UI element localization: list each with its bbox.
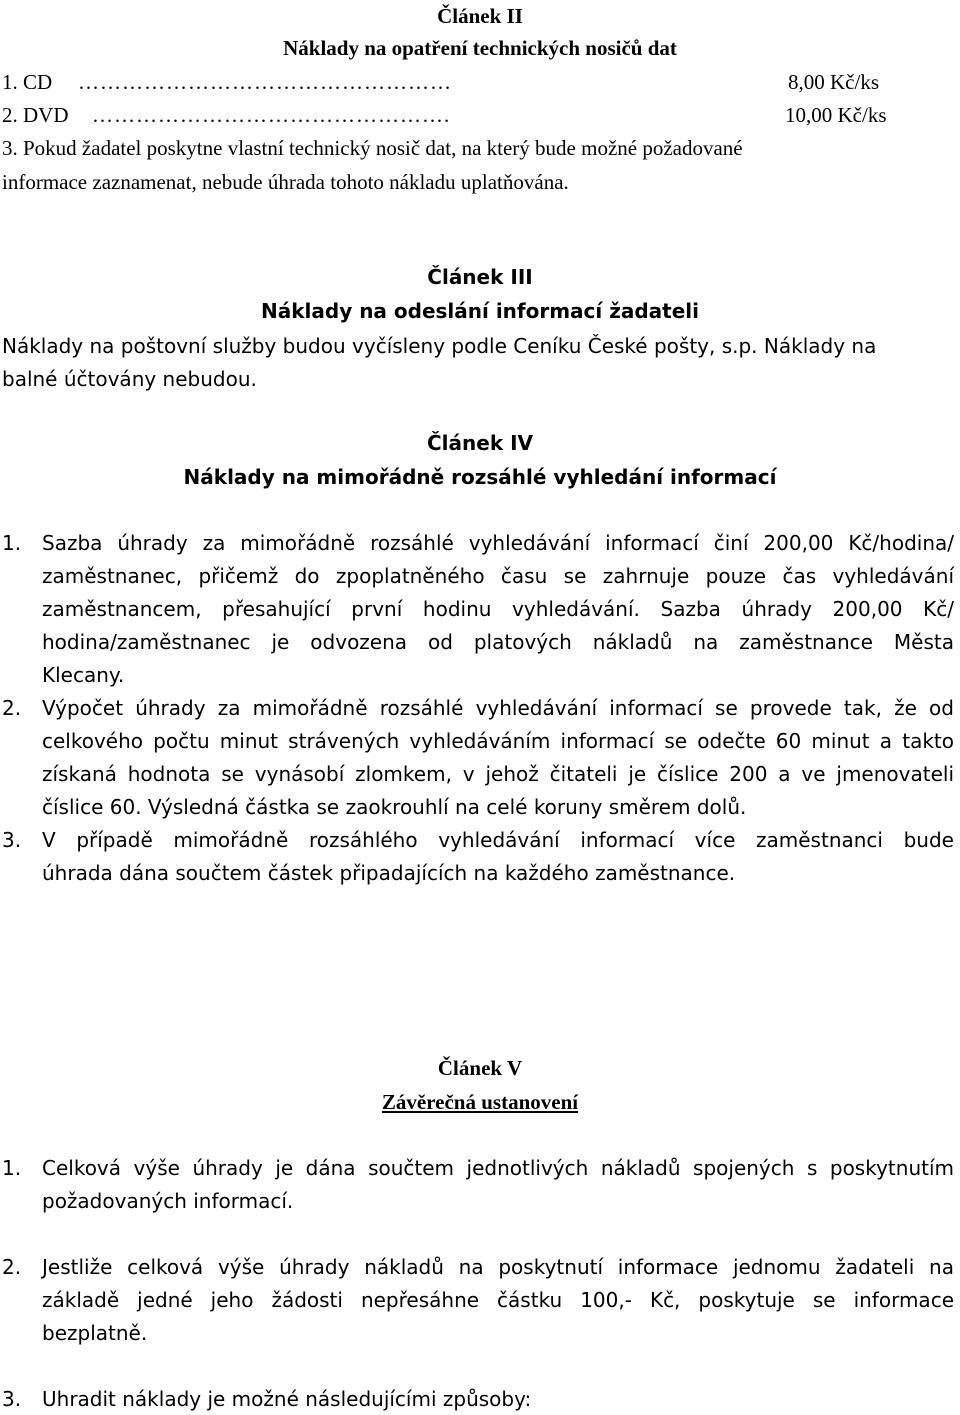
price-item-dvd-label: 2. DVD bbox=[2, 103, 69, 127]
article-5-item-2-line-3: bezplatně. bbox=[42, 1321, 148, 1345]
article-5-item-3-line-1: Uhradit náklady je možné následujícími způsoby: bbox=[42, 1387, 532, 1411]
price-item-cd-price: 8,00 Kč/ks bbox=[788, 70, 879, 94]
article-4-item-2-line-4: číslice 60. Výsledná částka se zaokrouhlí na celé koruny směrem dolů. bbox=[42, 795, 747, 819]
article-4-title: Náklady na mimořádně rozsáhlé vyhledání informací bbox=[183, 465, 777, 489]
article-4-item-2-line-2: celkového počtu minut strávených vyhledáváním informací se odečte 60 minut a takto bbox=[42, 729, 954, 753]
article-5-item-3-number: 3. bbox=[2, 1387, 22, 1411]
article-5-item-2-number: 2. bbox=[2, 1255, 22, 1279]
article-5-item-1-number: 1. bbox=[2, 1156, 22, 1180]
price-item-dvd-price: 10,00 Kč/ks bbox=[785, 103, 887, 127]
article-5-title: Závěrečná ustanovení bbox=[381, 1090, 579, 1114]
price-item-cd-label: 1. CD bbox=[2, 70, 53, 94]
article-5-item-2-line-1: Jestliže celková výše úhrady nákladů na poskytnutí informace jednomu žadateli na bbox=[42, 1255, 954, 1279]
article-5-item-2-line-2: základě jedné jeho žádosti nepřesáhne částku 100,- Kč, poskytuje se informace bbox=[42, 1288, 954, 1312]
article-4-item-1-line-1: Sazba úhrady za mimořádně rozsáhlé vyhledávání informací činí 200,00 Kč/hodina/ bbox=[42, 531, 954, 555]
article-4-heading: Článek IV bbox=[426, 431, 533, 455]
article-4-item-1-line-4: hodina/zaměstnanec je odvozena od platových nákladů na zaměstnance Města bbox=[42, 630, 954, 654]
article-4-item-3-line-1: V případě mimořádně rozsáhlého vyhledávání informací více zaměstnanci bude bbox=[42, 828, 954, 852]
article-4-item-1-line-3: zaměstnancem, přesahující první hodinu vyhledávání. Sazba úhrady 200,00 Kč/ bbox=[42, 597, 954, 621]
article-4-item-1-number: 1. bbox=[2, 531, 22, 555]
article-3-title: Náklady na odeslání informací žadateli bbox=[260, 299, 700, 323]
article-4-item-1-line-5: Klecany. bbox=[42, 663, 125, 687]
article-4-item-3-line-2: úhrada dána součtem částek připadajících na každého zaměstnance. bbox=[42, 861, 736, 885]
article-4-item-2-line-1: Výpočet úhrady za mimořádně rozsáhlé vyhledávání informací se provede tak, že od bbox=[42, 696, 954, 720]
article-2-item-3-line-1: 3. Pokud žadatel poskytne vlastní technický nosič dat, na který bude možné požadované bbox=[2, 136, 743, 160]
article-2-item-3-line-2: informace zaznamenat, nebude úhrada tohoto nákladu uplatňována. bbox=[2, 170, 569, 194]
article-4-item-2-number: 2. bbox=[2, 696, 22, 720]
price-item-dvd-leader: …………………………………………. bbox=[92, 105, 451, 126]
article-2-heading: Článek II bbox=[437, 4, 523, 28]
article-5-item-1-line-1: Celková výše úhrady je dána součtem jednotlivých nákladů spojených s poskytnutím bbox=[42, 1156, 954, 1180]
article-4-item-3-number: 3. bbox=[2, 828, 22, 852]
article-3-text-line-1: Náklady na poštovní služby budou vyčísleny podle Ceníku České pošty, s.p. Náklady na bbox=[2, 334, 877, 358]
article-3-text-line-2: balné účtovány nebudou. bbox=[2, 367, 257, 391]
article-5-heading: Článek V bbox=[437, 1056, 523, 1080]
article-2-title: Náklady na opatření technických nosičů dat bbox=[283, 36, 677, 60]
article-4-item-2-line-3: získaná hodnota se vynásobí zlomkem, v jehož čitateli je číslice 200 a ve jmenovateli bbox=[42, 762, 954, 786]
article-5-item-1-line-2: požadovaných informací. bbox=[42, 1189, 294, 1213]
article-4-item-1-line-2: zaměstnanec, přičemž do zpoplatněného času se zahrnuje pouze čas vyhledávání bbox=[42, 564, 954, 588]
price-item-cd-leader: …………………………………………… bbox=[78, 72, 452, 93]
article-3-heading: Článek III bbox=[427, 265, 533, 289]
